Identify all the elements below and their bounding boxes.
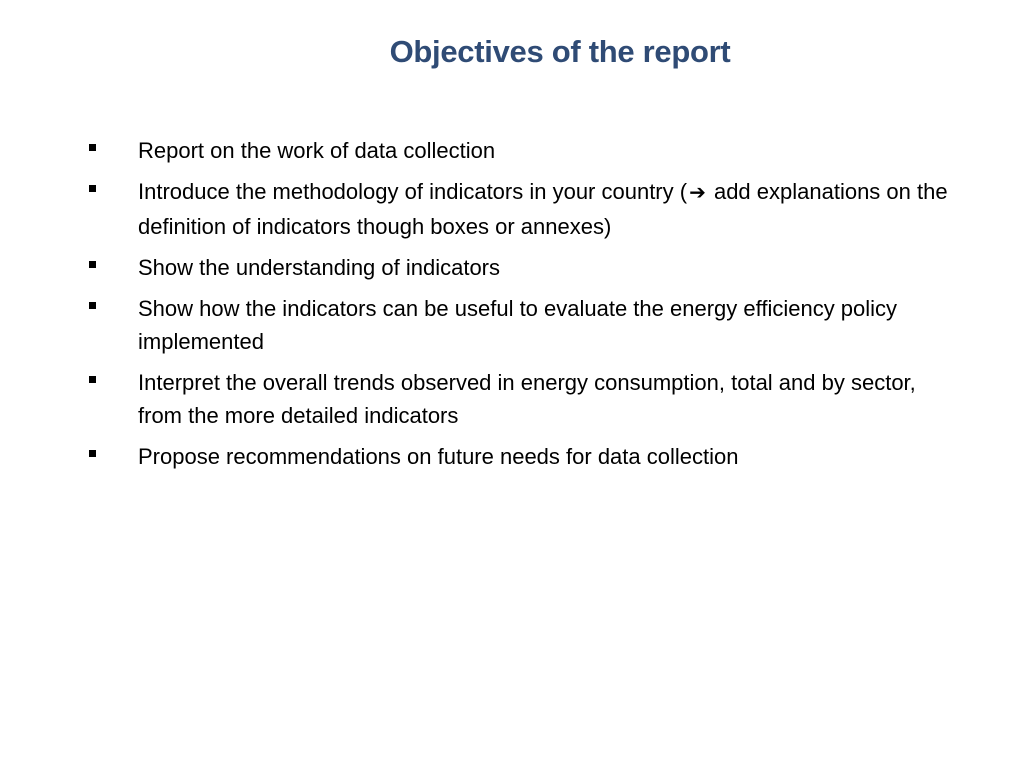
bullet-text: Interpret the overall trends observed in energy consumption, total and by sector, from the more detailed indicators xyxy=(138,370,916,428)
square-bullet-icon xyxy=(89,144,96,151)
square-bullet-icon xyxy=(89,185,96,192)
square-bullet-icon xyxy=(89,450,96,457)
bullet-list xyxy=(84,134,964,481)
bullet-text: Propose recommendations on future needs for data collection xyxy=(138,444,739,469)
square-bullet-icon xyxy=(89,376,96,383)
bullet-item xyxy=(84,175,964,243)
bullet-text: Show how the indicators can be useful to evaluate the energy efficiency policy implemented xyxy=(138,296,898,354)
bullet-item xyxy=(84,292,964,358)
square-bullet-icon xyxy=(89,302,96,309)
square-bullet-icon xyxy=(89,261,96,268)
bullet-text-part-2: add explanations on the definition of indicators though boxes or annexes) xyxy=(138,179,948,239)
arrow-right-icon: ➔ xyxy=(689,182,706,204)
bullet-text: Report on the work of data collection xyxy=(138,138,496,163)
bullet-item xyxy=(84,440,964,473)
bullet-text-part-1: Introduce the methodology of indicators in your country ( xyxy=(138,179,688,204)
bullet-item xyxy=(84,251,964,284)
bullet-item xyxy=(84,134,964,167)
slide-title: Objectives of the report xyxy=(389,34,731,69)
bullet-text: Show the understanding of indicators xyxy=(138,255,501,280)
bullet-item xyxy=(84,366,964,432)
